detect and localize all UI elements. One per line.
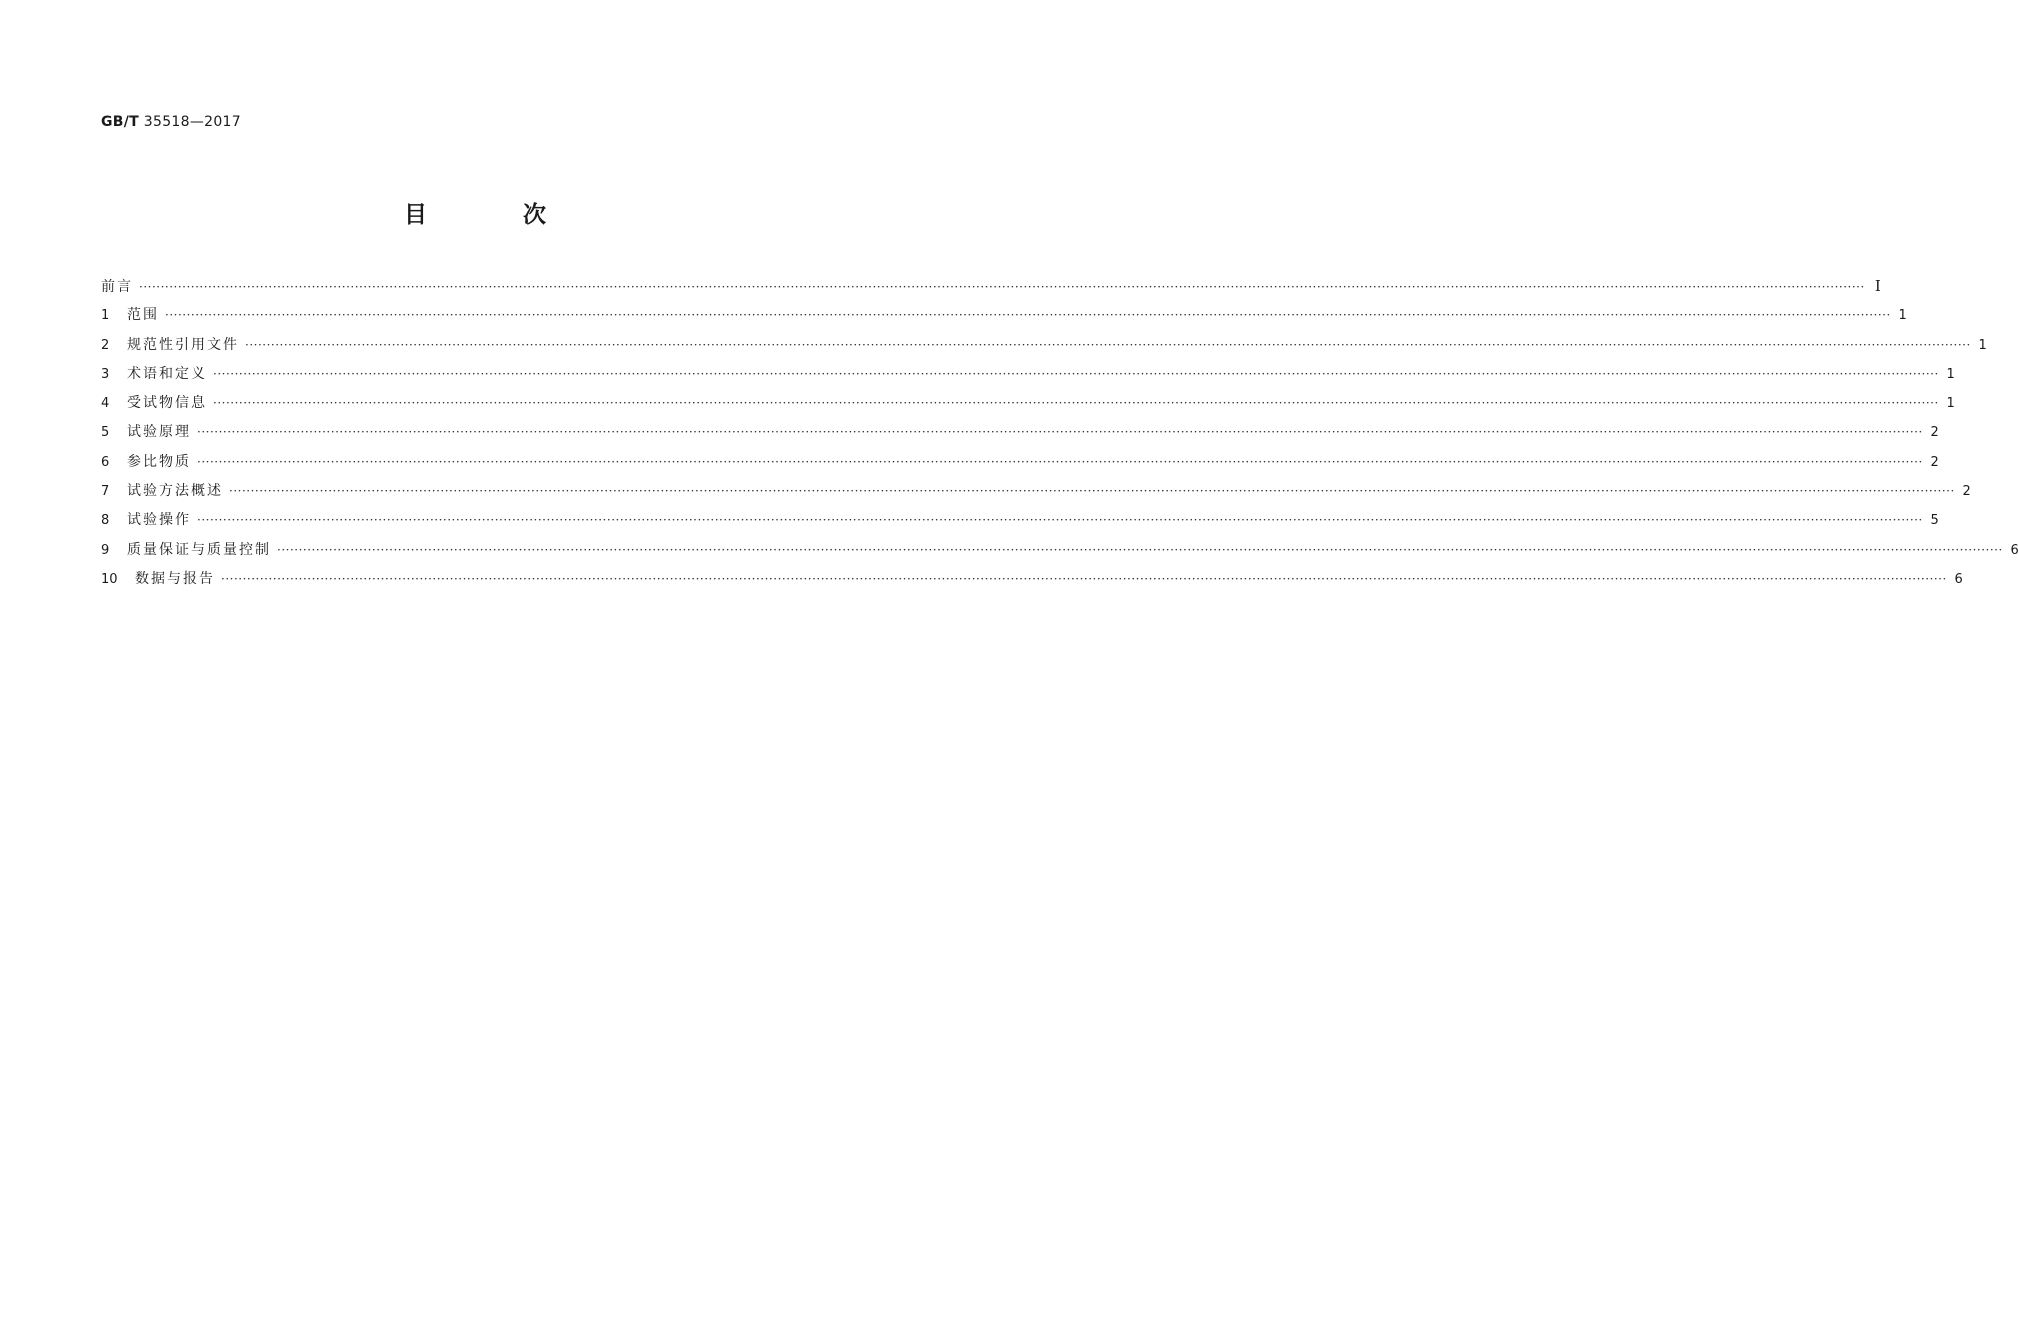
dot-leader: ················································································································································································································································································································································································································ <box>139 280 1865 294</box>
toc-entry-label: 试验原理 <box>127 424 191 441</box>
toc-entry-number: 8 <box>101 513 110 529</box>
toc-entry-label: 前言 <box>101 279 133 295</box>
toc-entry-label: 术语和定义 <box>127 365 207 382</box>
page-title: 目 次 <box>403 202 590 228</box>
toc-entry-label: 规范性引用文件 <box>127 336 239 353</box>
toc-entry-page: 1 <box>1898 308 1907 324</box>
toc-entry-label: 质量保证与质量控制 <box>127 541 271 558</box>
toc-entry-number: 1 <box>101 308 110 324</box>
toc-entry-page: 6 <box>1954 571 1963 587</box>
toc-entry[interactable] <box>101 477 1971 506</box>
toc-entry-page: 2 <box>1962 484 1971 500</box>
toc-entry-page: Ⅰ <box>1874 277 1881 295</box>
toc-entry-number: 3 <box>101 366 110 382</box>
toc-entry-number: 10 <box>101 571 118 587</box>
dot-leader: ················································································································································································································································································································································································································ <box>213 396 1939 411</box>
dot-leader: ················································································································································································································································································································································································································ <box>197 425 1923 440</box>
table-of-contents <box>101 272 2019 594</box>
toc-entry-page: 5 <box>1930 513 1939 529</box>
toc-entry[interactable] <box>101 506 1939 535</box>
toc-entry-number: 9 <box>101 542 110 558</box>
toc-entry-number: 2 <box>101 337 110 353</box>
toc-entry-page: 2 <box>1930 425 1939 441</box>
toc-entry[interactable] <box>101 418 1939 447</box>
dot-leader: ················································································································································································································································································································································································································ <box>221 571 1947 586</box>
dot-leader: ················································································································································································································································································································································································································ <box>197 454 1923 469</box>
standard-code <box>101 114 241 130</box>
dot-leader: ················································································································································································································································································································································································································ <box>277 542 2003 557</box>
toc-entry[interactable] <box>101 301 1907 330</box>
toc-entry[interactable] <box>101 389 1955 418</box>
toc-entry-page: 1 <box>1946 366 1955 382</box>
toc-entry[interactable] <box>101 331 1987 360</box>
toc-entry[interactable] <box>101 536 2019 565</box>
toc-entry-page: 1 <box>1946 396 1955 412</box>
standard-number: 35518—2017 <box>143 114 241 130</box>
toc-entry-page: 2 <box>1930 454 1939 470</box>
toc-entry-label: 参比物质 <box>127 453 191 470</box>
toc-entry[interactable] <box>101 360 1955 389</box>
dot-leader: ················································································································································································································································································································································································································ <box>229 484 1955 499</box>
standard-prefix: GB/T <box>101 114 140 130</box>
toc-entry-label: 试验方法概述 <box>127 483 223 500</box>
toc-entry-page: 1 <box>1978 337 1987 353</box>
toc-entry-label: 数据与报告 <box>135 570 215 587</box>
toc-entry-number: 4 <box>101 396 110 412</box>
dot-leader: ················································································································································································································································································································································································································ <box>197 513 1923 528</box>
toc-entry-label: 受试物信息 <box>127 395 207 412</box>
toc-entry[interactable] <box>101 272 1881 301</box>
toc-entry-number: 5 <box>101 425 110 441</box>
toc-entry[interactable] <box>101 448 1939 477</box>
toc-entry-number: 7 <box>101 484 110 500</box>
toc-entry-label: 范围 <box>127 307 159 324</box>
toc-entry-page: 6 <box>2010 542 2019 558</box>
dot-leader: ················································································································································································································································································································································································································ <box>165 308 1891 323</box>
toc-entry-label: 试验操作 <box>127 512 191 529</box>
dot-leader: ················································································································································································································································································································································································································ <box>245 337 1971 352</box>
toc-entry[interactable] <box>101 565 1963 594</box>
toc-entry-number: 6 <box>101 454 110 470</box>
dot-leader: ················································································································································································································································································································································································································ <box>213 366 1939 381</box>
